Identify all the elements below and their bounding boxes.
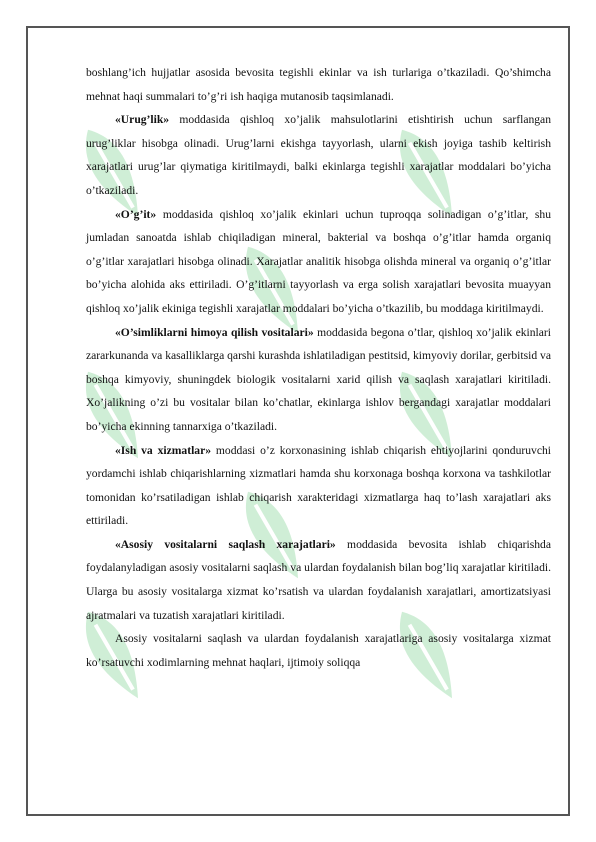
paragraph bbox=[86, 108, 551, 202]
paragraph-lead: «Urug’lik» bbox=[115, 113, 170, 127]
paragraph-lead: «Asosiy vositalarni saqlash xarajatlari» bbox=[115, 537, 336, 551]
paragraph bbox=[86, 533, 551, 627]
paragraph bbox=[86, 439, 551, 533]
paragraph-text: moddasida bevosita ishlab chiqarishda foydalanyladigan asosiy vositalarni saqlash va ulardan foydalanish bilan bog’liq xarajatlar kiritiladi. Ularga bu asosiy vositalarga xizmat ko’rsatish va ulardan foydalanish xarajatlari, amortizatsiyasi ajratmalari va tuzatish xarajatlari kiritiladi. bbox=[86, 537, 551, 622]
paragraph-lead: «Ish va xizmatlar» bbox=[115, 443, 212, 457]
paragraph-text: moddasida qishloq xo’jalik ekinlari uchun tuproqqa solinadigan o’g’itlar, shu jumladan sanoatda ishlab chiqiladigan mineral, bakterial va boshqa o’g’itlar hamda organiq o’g’itlar xarajatlari hisobga olinadi. Xarajatlar analitik hisobga olishda mineral va organiq o’g’itlar bo’yicha alohida aks ettiriladi. O’g’itlarni tayyorlash va erga solish xarajatlari bevosita muayyan qishloq xo’jalik ekiniga tegishli xarajatlar moddalari bo’yicha o’tkazilib, bu moddaga kiritilmaydi. bbox=[86, 207, 551, 315]
paragraph-text: moddasida qishloq xo’jalik mahsulotlarini etishtirish uchun sarflangan urug’liklar hisobga olinadi. Urug’larni ekishga tayyorlash, ularni ekish joyiga tashib keltirish xarajatlari urug’lar qiymatiga kiritilmaydi, balki ekinlarga tegishli xarajatlar moddalari bo’yicha o’tkaziladi. bbox=[86, 113, 551, 197]
paragraph bbox=[86, 61, 551, 108]
paragraph-lead: «O’simliklarni himoya qilish vositalari» bbox=[115, 325, 314, 339]
paragraph-text: moddasida begona o’tlar, qishloq xo’jalik ekinlari zararkunanda va kasalliklarga qarshi kurashda ishlatiladigan pestitsid, kimyoviy dorilar, gerbitsid va boshqa kimyoviy, shuningdek biologik vositalarni xarid qilish va saqlash xarajatlari kiritiladi. Xo’jalikning o’zi bu vositalar bilan ko’chatlar, ekinlarga ishlov bergandagi xarajatlar moddalari bo’yicha ekinning tannarxiga o’tkaziladi. bbox=[86, 325, 551, 433]
paragraph-text: moddasi o’z korxonasining ishlab chiqarish ehtiyojlarini qonduruvchi yordamchi ishlab chiqarishlarning xizmatlari hamda shu korxonaga boshqa korxona va tashkilotlar tomonidan ko’rsatiladigan ishlab chiqarish xarakteridagi xizmatlarga haq to’lash xarajatlari aks ettiriladi. bbox=[86, 443, 551, 528]
paragraph-lead: «O’g’it» bbox=[115, 207, 157, 221]
paragraph bbox=[86, 627, 551, 674]
document-body bbox=[86, 61, 551, 674]
paragraph bbox=[86, 321, 551, 439]
paragraph-text: boshlang’ich hujjatlar asosida bevosita tegishli ekinlar va ish turlariga o’tkaziladi. Qo’shimcha mehnat haqi summalari to’g’ri ish haqiga mutanosib taqsimlanadi. bbox=[86, 66, 551, 103]
paragraph-text: Asosiy vositalarni saqlash va ulardan foydalanish xarajatlariga asosiy vositalarga xizmat ko’rsatuvchi xodimlarning mehnat haqlari, ijtimoiy soliqqa bbox=[86, 632, 551, 669]
paragraph bbox=[86, 203, 551, 321]
